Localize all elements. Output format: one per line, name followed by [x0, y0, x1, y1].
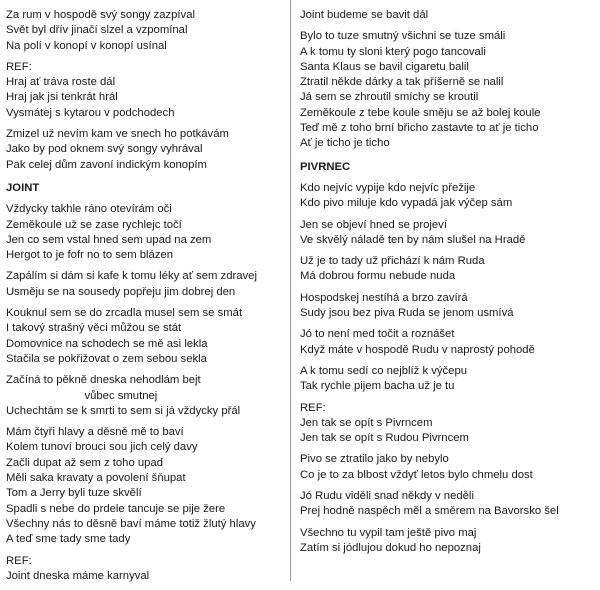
- stanza: [300, 526, 596, 557]
- lyric-line: A k tomu sedí co nejblíž k výčepu: [300, 364, 468, 377]
- stanza: [300, 29, 596, 151]
- right-column: [300, 8, 596, 562]
- refrain-label: REF:: [300, 401, 326, 414]
- lyric-line: Ve skvělý náladě ten by nám slušel na Hradě: [300, 233, 526, 246]
- lyric-line: Kouknul sem se do zrcadla musel sem se smát: [6, 307, 243, 320]
- stanza: [6, 202, 284, 263]
- lyric-line: Jen se objeví hned se projeví: [300, 218, 447, 231]
- lyric-line: Jó Rudu viděli snad někdy v neděli: [300, 490, 474, 503]
- lyric-line: Uchechtám se k smrti to sem si já vždycky přál: [6, 404, 241, 417]
- lyric-line: Santa Klaus se bavil cigaretu balil: [300, 60, 469, 73]
- lyric-line: Hraj jak jsi tenkrát hrál: [6, 91, 118, 104]
- stanza: [300, 8, 596, 23]
- left-intro: [6, 8, 284, 173]
- stanza: [6, 306, 284, 367]
- lyric-line: Zatím si jódlujou dokud ho nepoznaj: [300, 541, 481, 554]
- stanza: [6, 127, 284, 173]
- stanza: [6, 60, 284, 121]
- column-divider: [290, 0, 291, 581]
- lyric-line: Pak celej dům zavoní indickým konopím: [6, 158, 207, 171]
- stanza: [6, 554, 284, 585]
- stanza: [300, 254, 596, 285]
- lyric-line: Sudy jsou bez piva Ruda se jenom usmívá: [300, 307, 514, 320]
- lyric-line: Zeměkoule už se zase rychlejc točí: [6, 218, 182, 231]
- lyric-line: Když máte v hospodě Rudu v naprostý pohodě: [300, 343, 535, 356]
- lyric-line: Stačila se pokřižovat o zem sebou sekla: [6, 352, 207, 365]
- lyric-line: Jako by pod oknem svý songy vyhrával: [6, 143, 203, 156]
- stanza: [300, 327, 596, 358]
- lyric-line: Za rum v hospodě svý songy zazpíval: [6, 9, 195, 21]
- stanza: [300, 291, 596, 322]
- song-title-pivrnec: PIVRNEC: [300, 160, 351, 173]
- lyric-line: Jen tak se opít s Rudou Pivrncem: [300, 432, 469, 445]
- lyric-line: Tom a Jerry byli tuze skvělí: [6, 487, 142, 500]
- stanza: [300, 489, 596, 520]
- lyric-line: A k tomu ty sloni který pogo tancovali: [300, 45, 486, 58]
- lyric-line: vůbec smutnej: [6, 389, 158, 402]
- lyric-line: Tak rychle pijem bacha už je tu: [300, 380, 455, 393]
- lyric-line: Hraj ať tráva roste dál: [6, 76, 116, 89]
- lyric-line: Kdo nejvíc vypije kdo nejvíc přežije: [300, 181, 476, 194]
- lyric-line: A teď sme tady sme tady: [6, 533, 131, 546]
- lyric-line: Všechno tu vypil tam ještě pivo maj: [300, 526, 477, 539]
- stanza: [6, 8, 284, 54]
- lyric-line: Kdo pivo miluje kdo vypadá jak výčep sám: [300, 197, 513, 210]
- lyric-line: Teď mě z toho brní břicho zastavte to ať je ticho: [300, 122, 539, 135]
- lyric-line: Vždycky takhle ráno otevírám oči: [6, 203, 172, 216]
- lyric-line: Zapálím si dám si kafe k tomu léky ať sem zdravej: [6, 270, 257, 283]
- left-column: [6, 8, 284, 590]
- stanza: [300, 452, 596, 483]
- lyric-line: I takový strašný věci můžou se stát: [6, 322, 182, 335]
- lyric-line: Hospodskej nestíhá a brzo zavírá: [300, 291, 468, 304]
- lyric-line: Prej hodně naspěch měl a směrem na Bavorsko šel: [300, 505, 559, 518]
- refrain-label: REF:: [6, 60, 32, 73]
- stanza: [300, 401, 596, 447]
- lyric-line: Joint dneska máme karnyval: [6, 569, 150, 582]
- lyric-line: Bylo to tuze smutný všichni se tuze smáli: [300, 30, 506, 43]
- lyric-line: Začíná to pěkně dneska nehodlám bejt: [6, 374, 201, 387]
- stanza: [300, 364, 596, 395]
- lyric-line: Má dobrou formu nebude nuda: [300, 270, 456, 283]
- lyric-line: Jen co sem vstal hned sem upad na zem: [6, 233, 212, 246]
- lyric-line: Domovnice na schodech se mě asi lekla: [6, 337, 208, 350]
- lyric-line: Už je to tady už přichází k nám Ruda: [300, 255, 485, 268]
- lyric-line: Co je to za blbost vždyť letos bylo chmelu dost: [300, 468, 533, 481]
- lyric-line: Jen tak se opít s Pivrncem: [300, 416, 433, 429]
- left-song: [6, 202, 284, 584]
- lyric-line: Já sem se zhroutil smíchy se kroutil: [300, 91, 479, 104]
- lyric-line: Spadli s nebe do prdele tancuje se pije žere: [6, 502, 226, 515]
- stanza: [6, 373, 284, 419]
- lyric-line: Měli saka kravaty a povolení šňupat: [6, 472, 186, 485]
- stanza: [6, 425, 284, 547]
- lyric-line: Zeměkoule z tebe koule směju se až bolej koule: [300, 106, 541, 119]
- song-title-joint: JOINT: [6, 181, 40, 194]
- lyric-line: Jó to není med točit a roznášet: [300, 328, 455, 341]
- lyric-line: Zmizel už nevím kam ve snech ho potkávám: [6, 128, 229, 141]
- lyric-line: Kolem tunoví brouci sou jich celý davy: [6, 441, 198, 454]
- lyric-line: Ztratil někde dárky a tak příšerně se nalil: [300, 76, 504, 89]
- lyric-line: Hergot to je fofr no to sem blázen: [6, 249, 174, 262]
- right-song: [300, 181, 596, 556]
- stanza: [300, 181, 596, 212]
- lyric-line: Vysmátej s kytarou v podchodech: [6, 106, 175, 119]
- lyric-line: Svět byl dřív jinačí slzel a vzpomínal: [6, 24, 188, 37]
- lyric-line: Všechny nás to děsně baví máme totiž žlutý hlavy: [6, 517, 256, 530]
- refrain-label: REF:: [6, 554, 32, 567]
- lyric-line: Ať je ticho je ticho: [300, 137, 390, 150]
- lyric-line: Mám čtyři hlavy a děsně mě to baví: [6, 426, 184, 439]
- lyric-line: Na polí v konopí v konopí usínal: [6, 39, 167, 52]
- right-intro: [300, 8, 596, 152]
- stanza: [300, 218, 596, 249]
- lyric-line: Usměju se na sousedy popřeju jim dobrej den: [6, 285, 236, 298]
- lyric-line: Začli dupat až sem z toho upad: [6, 456, 163, 469]
- lyric-line: Pivo se ztratilo jako by nebylo: [300, 453, 449, 466]
- lyric-line: Joint budeme se bavit dál: [300, 9, 429, 21]
- stanza: [6, 269, 284, 300]
